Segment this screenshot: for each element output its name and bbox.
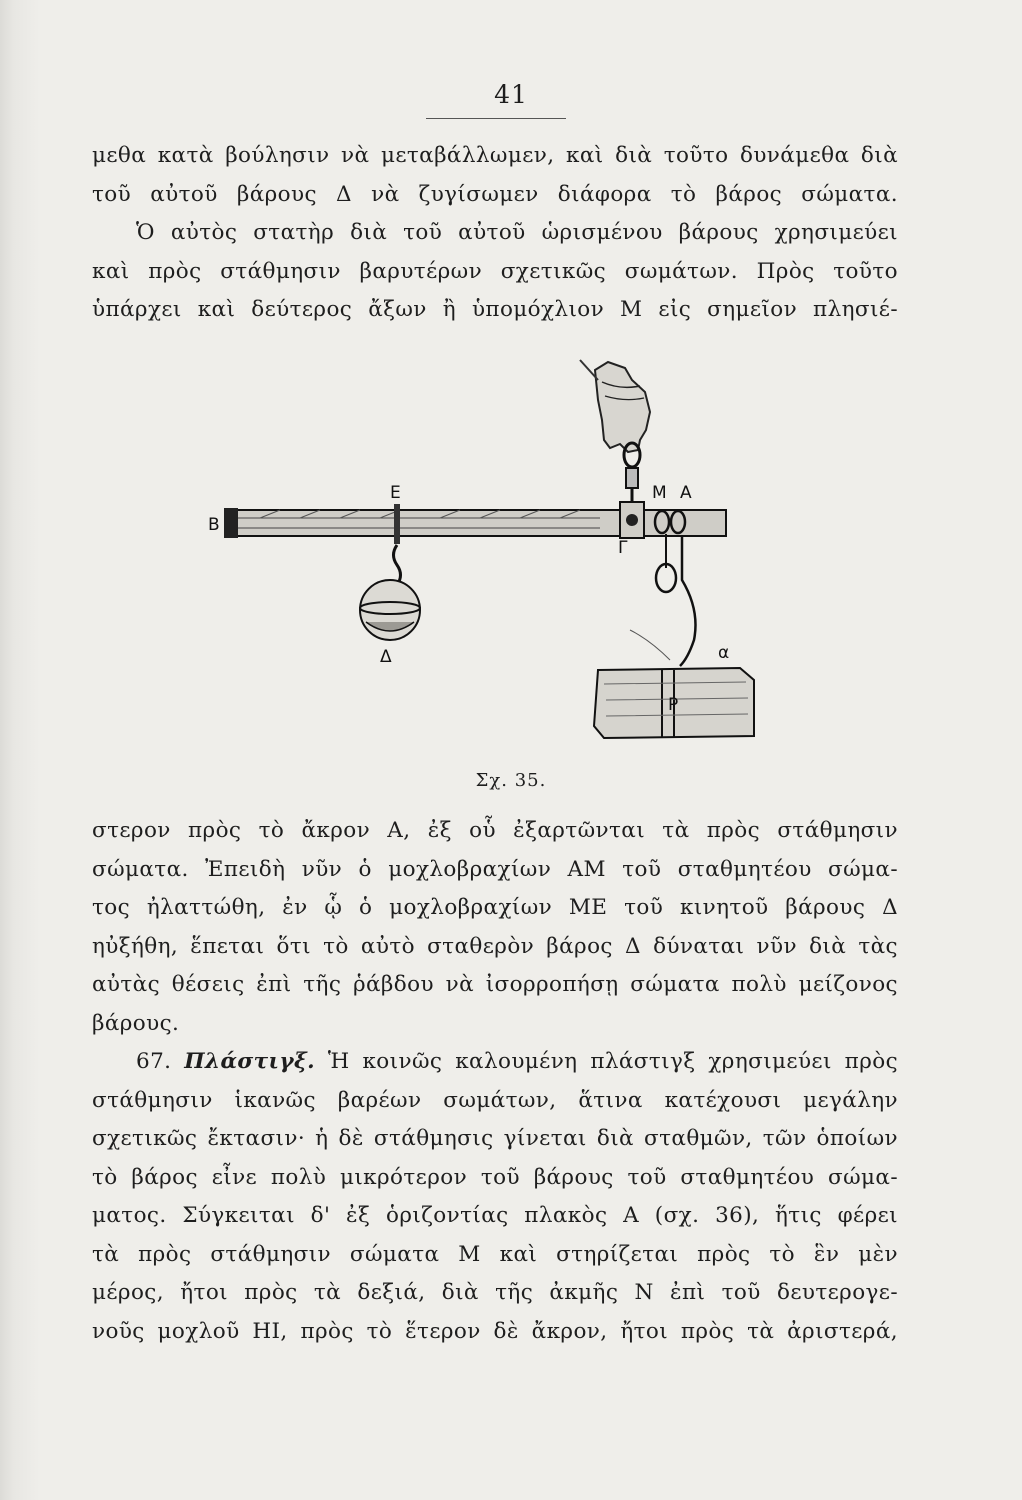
text-line: σώματα. Ἐπειδὴ νῦν ὁ μοχλοβραχίων ΑΜ τοῦ σταθμητέου σώμα-: [92, 856, 898, 882]
steelyard-figure: [200, 340, 780, 760]
top-paragraph: [92, 137, 898, 330]
label-B: B: [208, 515, 220, 535]
text-line: τὰ πρὸς στάθμησιν σώματα Μ καὶ στηρίζεται πρὸς τὸ ἓν μὲν: [92, 1241, 898, 1267]
label-D: Δ: [380, 647, 392, 667]
text-line: ὑπάρχει καὶ δεύτερος ἄξων ἢ ὑπομόχλιον Μ εἰς σημεῖον πλησιέ-: [92, 297, 898, 322]
section-first-line-text: Ἡ κοινῶς καλουμένη πλάστιγξ χρησιμεύει πρὸς: [327, 1049, 898, 1074]
text-line: στερον πρὸς τὸ ἄκρον Α, ἐξ οὗ ἐξαρτῶνται τὰ πρὸς στάθμησιν: [92, 818, 898, 843]
middle-paragraph: [92, 812, 898, 1043]
text-line: τος ἠλαττώθη, ἐν ᾧ ὁ μοχλοβραχίων ΜΕ τοῦ κινητοῦ βάρους Δ: [92, 895, 898, 920]
label-P: P: [668, 695, 679, 715]
header-rule: [426, 118, 566, 119]
label-M: M: [652, 483, 667, 503]
section-heading: Πλάστιγξ.: [184, 1049, 315, 1074]
text-line: τοῦ αὐτοῦ βάρους Δ νὰ ζυγίσωμεν διάφορα τὸ βάρος σώματα.: [92, 181, 898, 207]
label-A: A: [680, 483, 692, 503]
text-line: νοῦς μοχλοῦ ΗΙ, πρὸς τὸ ἕτερον δὲ ἄκρον, ἤτοι πρὸς τὰ ἀριστερά,: [92, 1318, 898, 1344]
text-line: βάρους.: [92, 1010, 180, 1036]
text-line: αὐτὰς θέσεις ἐπὶ τῆς ῥάβδου νὰ ἰσορροπήσῃ σώματα πολὺ μείζονος: [92, 972, 898, 997]
hand-illustration: [580, 360, 650, 452]
text-line: Ὁ αὐτὸς στατὴρ διὰ τοῦ αὐτοῦ ὡρισμένου βάρους χρησιμεύει: [136, 220, 898, 245]
section-number: 67.: [136, 1049, 172, 1074]
steelyard-beam: [224, 502, 726, 538]
page-number: 41: [494, 80, 528, 109]
text-line: ηὐξήθη, ἕπεται ὅτι τὸ αὐτὸ σταθερὸν βάρος Δ δύναται νῦν διὰ τὰς: [92, 933, 898, 959]
label-E: E: [390, 483, 401, 503]
text-line: καὶ πρὸς στάθμησιν βαρυτέρων σχετικῶς σωμάτων. Πρὸς τοῦτο: [92, 258, 898, 284]
figure-caption: Σχ. 35.: [475, 770, 547, 791]
section-first-line: [92, 1043, 898, 1082]
label-G: Γ: [618, 538, 628, 558]
text-line: στάθμησιν ἱκανῶς βαρέων σωμάτων, ἅτινα κατέχουσι μεγάλην: [92, 1087, 898, 1113]
section-67: [92, 1043, 898, 1351]
label-alpha: α: [718, 643, 730, 663]
text-line: μέρος, ἤτοι πρὸς τὰ δεξιά, διὰ τῆς ἀκμῆς Ν ἐπὶ τοῦ δευτερογε-: [92, 1280, 898, 1305]
text-line: μεθα κατὰ βούλησιν νὰ μεταβάλλωμεν, καὶ διὰ τοῦτο δυνάμεθα διὰ: [92, 143, 898, 168]
text-line: ματος. Σύγκειται δ' ἐξ ὁριζοντίας πλακὸς Α (σχ. 36), ἥτις φέρει: [92, 1203, 898, 1228]
text-line: τὸ βάρος εἶνε πολὺ μικρότερον τοῦ βάρους τοῦ σταθμητέου σώμα-: [92, 1164, 898, 1190]
text-line: σχετικῶς ἔκτασιν· ἡ δὲ στάθμησις γίνεται διὰ σταθμῶν, τῶν ὁποίων: [92, 1126, 898, 1151]
